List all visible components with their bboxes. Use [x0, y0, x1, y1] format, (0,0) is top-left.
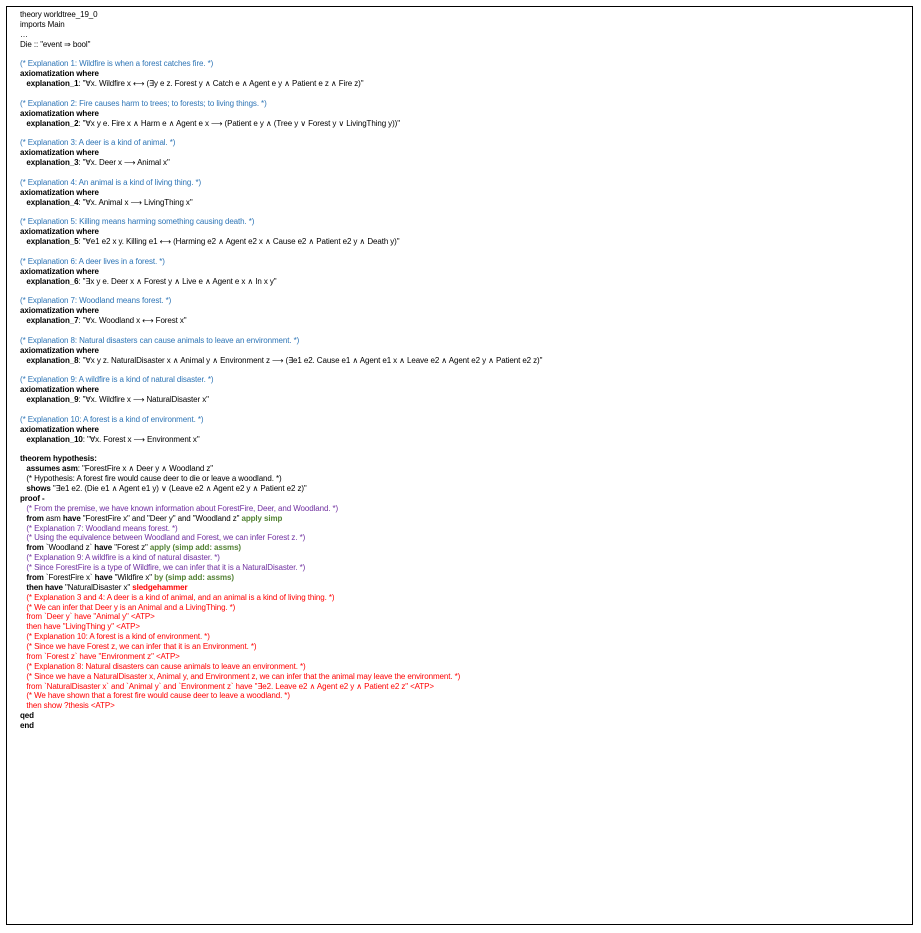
code-token: by (simp add: assms) [154, 572, 234, 582]
code-line [20, 593, 900, 603]
code-token: (* From the premise, we have known information about ForestFire, Deer, and Woodland. *) [20, 503, 339, 513]
code-line [20, 642, 900, 652]
code-line [20, 454, 900, 464]
code-token: (* Explanation 1: Wildfire is when a forest catches fire. *) [20, 59, 214, 69]
code-token: (* Explanation 10: A forest is a kind of environment. *) [20, 414, 204, 424]
code-token: axiomatization where [20, 306, 99, 316]
code-line [20, 721, 900, 731]
code-line [20, 573, 900, 583]
code-token: (* Explanation 10: A forest is a kind of environment. *) [20, 632, 210, 642]
code-token: … [20, 29, 28, 39]
blank-line [20, 50, 900, 60]
code-token: explanation_9 [26, 395, 79, 405]
code-line [20, 652, 900, 662]
code-line [20, 69, 900, 79]
code-token: (* Since we have a NaturalDisaster x, Animal y, and Environment z, we can infer that the animal may leave the environment. *) [20, 671, 461, 681]
code-line [20, 375, 900, 385]
code-token: have [62, 513, 81, 523]
code-token: axiomatization where [20, 266, 99, 276]
code-token: : "∀x y z. NaturalDisaster x ∧ Animal y ∧ Environment z ⟶ (∃e1 e2. Cause e1 ∧ Agent e1 x ∧ Leave e2 ∧ Agent e2 y ∧ Patient e2 z)" [78, 355, 543, 365]
code-line [20, 109, 900, 119]
code-token: explanation_8 [26, 355, 79, 365]
code-line [20, 543, 900, 553]
code-token: apply simp [241, 513, 283, 523]
code-token: axiomatization where [20, 385, 99, 395]
code-token: explanation_2 [26, 118, 79, 128]
code-token: "Forest z" [112, 543, 150, 553]
code-token: explanation_3 [26, 158, 79, 168]
code-line [20, 691, 900, 701]
code-token: `ForestFire x` [43, 572, 95, 582]
code-line [20, 346, 900, 356]
code-line [20, 277, 900, 287]
code-line [20, 267, 900, 277]
code-token: : "∀x. Wildfire x ⟶ NaturalDisaster x" [78, 395, 209, 405]
code-token: "ForestFire x" and "Deer y" and "Woodland z" [80, 513, 242, 523]
code-line [20, 178, 900, 188]
code-token: (* We have shown that a forest fire would cause deer to leave a woodland. *) [20, 691, 290, 701]
blank-line [20, 247, 900, 257]
code-token: sledgehammer [132, 582, 188, 592]
code-line [20, 385, 900, 395]
code-line [20, 662, 900, 672]
code-line [20, 217, 900, 227]
code-token: from `Deer y` have "Animal y" <ATP> [20, 612, 155, 622]
code-token: proof - [20, 493, 45, 503]
code-token: (* Since ForestFire is a type of Wildfire, we can infer that it is a NaturalDisaster. *) [20, 563, 306, 572]
code-line [20, 474, 900, 484]
code-line [20, 79, 900, 89]
code-line [20, 435, 900, 445]
blank-line [20, 366, 900, 376]
code-token: : "∃x y e. Deer x ∧ Forest y ∧ Live e ∧ Agent e x ∧ In x y" [78, 276, 277, 286]
code-token: "∃e1 e2. (Die e1 ∧ Agent e1 y) ∨ (Leave e2 ∧ Agent e2 y ∧ Patient e2 z)" [50, 484, 307, 493]
code-token: : "∀x. Forest x ⟶ Environment x" [82, 434, 200, 444]
code-line [20, 504, 900, 514]
code-line [20, 533, 900, 543]
blank-line [20, 405, 900, 415]
code-line [20, 158, 900, 168]
code-token: explanation_10 [26, 434, 83, 444]
blank-line [20, 208, 900, 218]
code-line [20, 198, 900, 208]
blank-line [20, 326, 900, 336]
code-token: (* Explanation 6: A deer lives in a forest. *) [20, 256, 165, 266]
code-token: (* Explanation 4: An animal is a kind of living thing. *) [20, 177, 202, 187]
blank-line [20, 89, 900, 99]
code-line [20, 514, 900, 524]
code-line [20, 603, 900, 613]
code-token: : "∀x. Animal x ⟶ LivingThing x" [78, 197, 193, 207]
code-token: "Wildfire x" [112, 572, 155, 582]
code-token: (* Explanation 7: Woodland means forest. *) [20, 523, 178, 533]
code-token: axiomatization where [20, 187, 99, 197]
code-token: : "∀x y e. Fire x ∧ Harm e ∧ Agent e x ⟶ (Patient e y ∧ (Tree y ∨ Forest y ∨ LivingThing y))" [78, 118, 400, 128]
code-token: (* Using the equivalence between Woodland and Forest, we can infer Forest z. *) [20, 533, 306, 543]
code-line [20, 148, 900, 158]
code-line [20, 524, 900, 534]
code-token: (* Explanation 8: Natural disasters can cause animals to leave an environment. *) [20, 335, 300, 345]
code-token: explanation_7 [26, 316, 79, 326]
code-line [20, 30, 900, 40]
isabelle-theory-listing [20, 10, 900, 731]
code-token: then have [26, 582, 63, 592]
code-token: have [94, 543, 113, 553]
code-line [20, 59, 900, 69]
code-line [20, 316, 900, 326]
code-line [20, 494, 900, 504]
code-line [20, 119, 900, 129]
code-token: from `NaturalDisaster x` and `Animal y` and `Environment z` have "∃e2. Leave e2 ∧ Agent e2 y ∧ Patient e2 z" <ATP> [20, 681, 434, 691]
code-token: axiomatization where [20, 108, 99, 118]
code-token: : "∀e1 e2 x y. Killing e1 ⟷ (Harming e2 ∧ Agent e2 x ∧ Cause e2 ∧ Patient e2 y ∧ Death y)" [78, 237, 400, 247]
code-token: (* Hypothesis: A forest fire would cause deer to die or leave a woodland. *) [20, 474, 282, 484]
code-line [20, 10, 900, 20]
code-token: : "∀x. Deer x ⟶ Animal x" [78, 158, 170, 168]
code-line [20, 682, 900, 692]
code-token: explanation_1 [26, 79, 79, 89]
code-token: (* Explanation 8: Natural disasters can cause animals to leave an environment. *) [20, 661, 306, 671]
code-line [20, 583, 900, 593]
code-line [20, 336, 900, 346]
code-token: (* We can infer that Deer y is an Animal and a LivingThing. *) [20, 602, 236, 612]
code-token: (* Explanation 9: A wildfire is a kind of natural disaster. *) [20, 375, 214, 385]
code-token: (* Explanation 3: A deer is a kind of animal. *) [20, 138, 176, 148]
code-token: axiomatization where [20, 227, 99, 237]
code-token: "NaturalDisaster x" [62, 582, 133, 592]
code-token: Die :: "event ⇒ bool" [20, 39, 91, 49]
code-token: shows [26, 484, 51, 493]
code-token: have [94, 572, 113, 582]
code-line [20, 237, 900, 247]
code-line [20, 464, 900, 474]
code-line [20, 563, 900, 573]
code-line [20, 711, 900, 721]
code-line [20, 306, 900, 316]
code-token: (* Explanation 9: A wildfire is a kind of natural disaster. *) [20, 553, 220, 563]
code-token: from [26, 572, 44, 582]
code-token: : "∀x. Wildfire x ⟷ (∃y e z. Forest y ∧ Catch e ∧ Agent e y ∧ Patient e z ∧ Fire z)" [78, 79, 364, 89]
code-token: then show ?thesis <ATP> [20, 701, 115, 711]
code-token: assumes asm [26, 464, 78, 474]
code-line [20, 395, 900, 405]
code-token: explanation_5 [26, 237, 79, 247]
code-token: then have "LivingThing y" <ATP> [20, 622, 140, 632]
code-line [20, 484, 900, 494]
blank-line [20, 168, 900, 178]
code-token: (* Explanation 7: Woodland means forest. *) [20, 296, 172, 306]
code-line [20, 701, 900, 711]
code-line [20, 138, 900, 148]
code-token: qed [20, 711, 34, 721]
code-token: theorem hypothesis: [20, 454, 97, 464]
code-line [20, 622, 900, 632]
blank-line [20, 287, 900, 297]
code-line [20, 425, 900, 435]
code-line [20, 632, 900, 642]
code-token: (* Explanation 3 and 4: A deer is a kind of animal, and an animal is a kind of living thing. *) [20, 592, 335, 602]
code-token: axiomatization where [20, 345, 99, 355]
code-line [20, 415, 900, 425]
code-line [20, 257, 900, 267]
code-token: : "ForestFire x ∧ Deer y ∧ Woodland z" [77, 464, 214, 474]
code-token: apply (simp add: assms) [149, 543, 241, 553]
code-line [20, 672, 900, 682]
code-token: axiomatization where [20, 424, 99, 434]
code-line [20, 356, 900, 366]
code-line [20, 296, 900, 306]
code-token: axiomatization where [20, 69, 99, 79]
code-token: from [26, 543, 44, 553]
code-line [20, 99, 900, 109]
code-token: explanation_4 [26, 197, 79, 207]
code-token: `Woodland z` [43, 543, 95, 553]
code-token: (* Explanation 5: Killing means harming something causing death. *) [20, 217, 255, 227]
code-token: end [20, 721, 34, 730]
code-line [20, 553, 900, 563]
code-token: theory worldtree_19_0 [20, 10, 98, 19]
code-line [20, 20, 900, 30]
code-token: from [26, 513, 44, 523]
code-token: : "∀x. Woodland x ⟷ Forest x" [78, 316, 187, 326]
code-line [20, 188, 900, 198]
code-token: (* Since we have Forest z, we can infer that it is an Environment. *) [20, 642, 257, 651]
code-token: imports Main [20, 19, 65, 29]
code-token: axiomatization where [20, 148, 99, 158]
code-token: (* Explanation 2: Fire causes harm to trees; to forests; to living things. *) [20, 98, 267, 108]
code-token: explanation_6 [26, 276, 79, 286]
code-line [20, 40, 900, 50]
code-line [20, 612, 900, 622]
code-token: asm [43, 513, 63, 523]
code-line [20, 227, 900, 237]
code-token: from `Forest z` have "Environment z" <ATP> [20, 651, 180, 661]
blank-line [20, 445, 900, 455]
blank-line [20, 129, 900, 139]
